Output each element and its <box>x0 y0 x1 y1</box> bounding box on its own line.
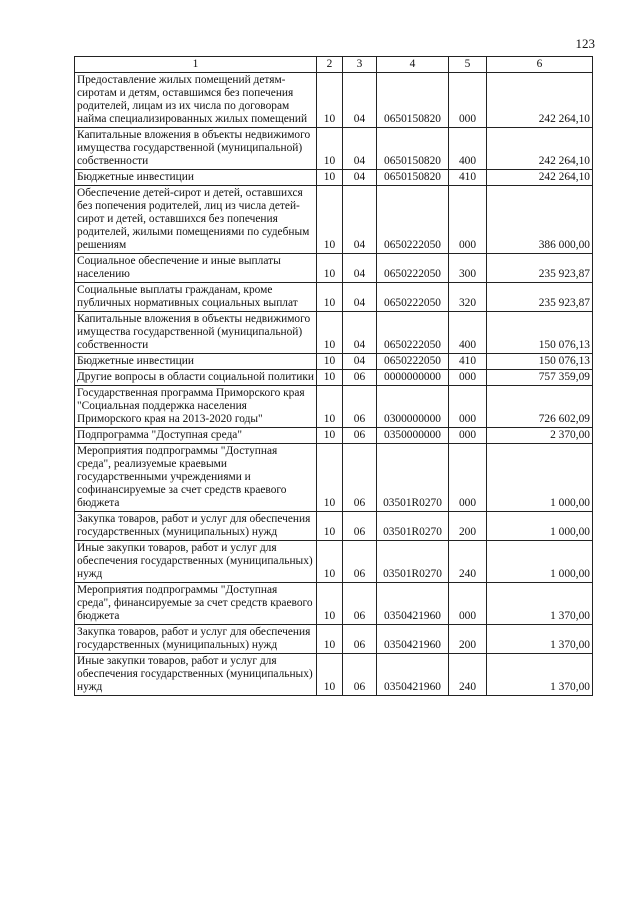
row-name-cell: Подпрограмма "Доступная среда" <box>75 428 317 444</box>
target-article-cell: 03501R0270 <box>377 444 449 512</box>
amount-cell: 1 370,00 <box>487 654 593 696</box>
column-header-1: 1 <box>75 57 317 73</box>
amount-cell: 1 000,00 <box>487 541 593 583</box>
amount-cell: 242 264,10 <box>487 170 593 186</box>
subsection-cell: 04 <box>343 73 377 128</box>
expense-type-cell: 200 <box>449 625 487 654</box>
section-cell: 10 <box>317 170 343 186</box>
expense-type-cell: 240 <box>449 541 487 583</box>
section-cell: 10 <box>317 625 343 654</box>
row-name-cell: Бюджетные инвестиции <box>75 354 317 370</box>
table-row <box>75 583 593 625</box>
target-article-cell: 0650222050 <box>377 312 449 354</box>
table-row <box>75 128 593 170</box>
target-article-cell: 0650222050 <box>377 254 449 283</box>
amount-cell: 2 370,00 <box>487 428 593 444</box>
amount-cell: 150 076,13 <box>487 354 593 370</box>
column-header-4: 4 <box>377 57 449 73</box>
subsection-cell: 06 <box>343 512 377 541</box>
target-article-cell: 0650150820 <box>377 128 449 170</box>
row-name-cell: Иные закупки товаров, работ и услуг для обеспечения государственных (муниципальных) нужд <box>75 541 317 583</box>
row-name-cell: Социальные выплаты гражданам, кроме публичных нормативных социальных выплат <box>75 283 317 312</box>
subsection-cell: 04 <box>343 170 377 186</box>
row-name-cell: Капитальные вложения в объекты недвижимого имущества государственной (муниципальной) собственности <box>75 128 317 170</box>
target-article-cell: 0350000000 <box>377 428 449 444</box>
amount-cell: 1 370,00 <box>487 625 593 654</box>
row-name-cell: Государственная программа Приморского края "Социальная поддержка населения Приморского края на 2013-2020 годы" <box>75 386 317 428</box>
target-article-cell: 0300000000 <box>377 386 449 428</box>
section-cell: 10 <box>317 312 343 354</box>
section-cell: 10 <box>317 428 343 444</box>
section-cell: 10 <box>317 128 343 170</box>
table-row <box>75 541 593 583</box>
expense-type-cell: 410 <box>449 354 487 370</box>
row-name-cell: Мероприятия подпрограммы "Доступная среда", реализуемые краевыми государственными учреждениями и софинансируемые за счет средств краевого бюджета <box>75 444 317 512</box>
target-article-cell: 03501R0270 <box>377 512 449 541</box>
amount-cell: 1 000,00 <box>487 512 593 541</box>
amount-cell: 1 000,00 <box>487 444 593 512</box>
subsection-cell: 04 <box>343 312 377 354</box>
section-cell: 10 <box>317 654 343 696</box>
table-header-row <box>75 57 593 73</box>
table-row <box>75 254 593 283</box>
table-row <box>75 386 593 428</box>
row-name-cell: Социальное обеспечение и иные выплаты населению <box>75 254 317 283</box>
subsection-cell: 06 <box>343 654 377 696</box>
section-cell: 10 <box>317 73 343 128</box>
column-header-2: 2 <box>317 57 343 73</box>
subsection-cell: 06 <box>343 428 377 444</box>
amount-cell: 235 923,87 <box>487 283 593 312</box>
expense-type-cell: 320 <box>449 283 487 312</box>
section-cell: 10 <box>317 370 343 386</box>
subsection-cell: 06 <box>343 386 377 428</box>
section-cell: 10 <box>317 186 343 254</box>
target-article-cell: 0650222050 <box>377 186 449 254</box>
table-row <box>75 370 593 386</box>
section-cell: 10 <box>317 512 343 541</box>
amount-cell: 386 000,00 <box>487 186 593 254</box>
row-name-cell: Другие вопросы в области социальной политики <box>75 370 317 386</box>
row-name-cell: Предоставление жилых помещений детям-сиротам и детям, оставшимся без попечения родителей, лицам из их числа по договорам найма специализированных жилых помещений <box>75 73 317 128</box>
table-row <box>75 654 593 696</box>
expense-type-cell: 000 <box>449 186 487 254</box>
target-article-cell: 0000000000 <box>377 370 449 386</box>
expense-type-cell: 000 <box>449 386 487 428</box>
row-name-cell: Обеспечение детей-сирот и детей, оставшихся без попечения родителей, лиц из числа детей-сирот и детей, оставшихся без попечения родителей, жилыми помещениями по судебным решениям <box>75 186 317 254</box>
section-cell: 10 <box>317 583 343 625</box>
section-cell: 10 <box>317 541 343 583</box>
column-header-3: 3 <box>343 57 377 73</box>
subsection-cell: 04 <box>343 186 377 254</box>
target-article-cell: 0650222050 <box>377 283 449 312</box>
amount-cell: 757 359,09 <box>487 370 593 386</box>
subsection-cell: 06 <box>343 583 377 625</box>
row-name-cell: Бюджетные инвестиции <box>75 170 317 186</box>
section-cell: 10 <box>317 254 343 283</box>
expense-type-cell: 240 <box>449 654 487 696</box>
table-row <box>75 73 593 128</box>
subsection-cell: 06 <box>343 370 377 386</box>
table-row <box>75 170 593 186</box>
amount-cell: 242 264,10 <box>487 128 593 170</box>
table-row <box>75 444 593 512</box>
table-body <box>75 73 593 696</box>
expense-type-cell: 000 <box>449 428 487 444</box>
subsection-cell: 04 <box>343 354 377 370</box>
section-cell: 10 <box>317 444 343 512</box>
subsection-cell: 06 <box>343 541 377 583</box>
row-name-cell: Капитальные вложения в объекты недвижимого имущества государственной (муниципальной) собственности <box>75 312 317 354</box>
table-row <box>75 283 593 312</box>
target-article-cell: 0650150820 <box>377 73 449 128</box>
section-cell: 10 <box>317 354 343 370</box>
subsection-cell: 04 <box>343 128 377 170</box>
table-row <box>75 186 593 254</box>
subsection-cell: 06 <box>343 625 377 654</box>
table-row <box>75 625 593 654</box>
expense-type-cell: 300 <box>449 254 487 283</box>
expense-type-cell: 000 <box>449 370 487 386</box>
expense-type-cell: 400 <box>449 128 487 170</box>
expense-type-cell: 200 <box>449 512 487 541</box>
row-name-cell: Иные закупки товаров, работ и услуг для обеспечения государственных (муниципальных) нужд <box>75 654 317 696</box>
expense-type-cell: 410 <box>449 170 487 186</box>
section-cell: 10 <box>317 283 343 312</box>
table-row <box>75 512 593 541</box>
budget-table <box>74 56 593 696</box>
amount-cell: 1 370,00 <box>487 583 593 625</box>
page-number: 123 <box>575 36 595 51</box>
table-row <box>75 354 593 370</box>
expense-type-cell: 000 <box>449 444 487 512</box>
column-header-6: 6 <box>487 57 593 73</box>
subsection-cell: 04 <box>343 254 377 283</box>
amount-cell: 726 602,09 <box>487 386 593 428</box>
target-article-cell: 0350421960 <box>377 654 449 696</box>
target-article-cell: 0650150820 <box>377 170 449 186</box>
section-cell: 10 <box>317 386 343 428</box>
amount-cell: 242 264,10 <box>487 73 593 128</box>
amount-cell: 235 923,87 <box>487 254 593 283</box>
column-header-5: 5 <box>449 57 487 73</box>
subsection-cell: 06 <box>343 444 377 512</box>
expense-type-cell: 000 <box>449 583 487 625</box>
row-name-cell: Закупка товаров, работ и услуг для обеспечения государственных (муниципальных) нужд <box>75 512 317 541</box>
amount-cell: 150 076,13 <box>487 312 593 354</box>
table-row <box>75 428 593 444</box>
target-article-cell: 0650222050 <box>377 354 449 370</box>
row-name-cell: Закупка товаров, работ и услуг для обеспечения государственных (муниципальных) нужд <box>75 625 317 654</box>
target-article-cell: 0350421960 <box>377 583 449 625</box>
target-article-cell: 03501R0270 <box>377 541 449 583</box>
expense-type-cell: 000 <box>449 73 487 128</box>
target-article-cell: 0350421960 <box>377 625 449 654</box>
subsection-cell: 04 <box>343 283 377 312</box>
expense-type-cell: 400 <box>449 312 487 354</box>
row-name-cell: Мероприятия подпрограммы "Доступная среда", финансируемые за счет средств краевого бюджета <box>75 583 317 625</box>
table-row <box>75 312 593 354</box>
